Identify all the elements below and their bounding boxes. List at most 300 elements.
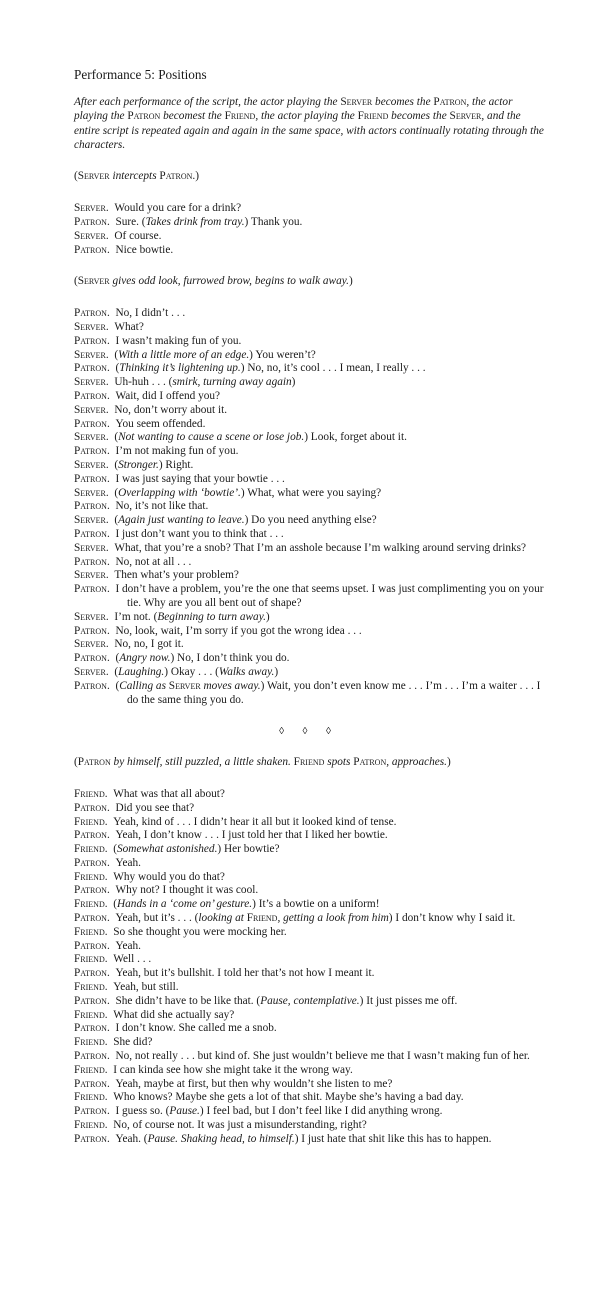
text-run: Thinking it’s lightening up.	[119, 362, 241, 375]
line-text	[114, 459, 193, 471]
dialogue-line	[74, 652, 544, 666]
speaker-name: Friend.	[74, 898, 108, 911]
text-run: (	[74, 170, 78, 183]
speaker-name: Patron.	[74, 1132, 110, 1145]
speaker-name: Friend.	[74, 1091, 108, 1104]
dialogue-line	[74, 431, 544, 445]
text-run: Angry now.	[119, 652, 171, 665]
text-run: Then what’s your problem?	[114, 569, 239, 582]
dialogue-line	[74, 459, 544, 473]
line-text	[115, 244, 173, 256]
text-run: So she thought you were mocking her.	[113, 925, 287, 938]
text-run: ) I just hate that shit like this has to happen.	[294, 1132, 492, 1145]
dialogue-line	[74, 500, 544, 514]
dialogue-line	[74, 816, 544, 830]
line-text	[115, 528, 283, 540]
line-text	[115, 1133, 491, 1145]
dialogue-line	[74, 404, 544, 418]
text-run: I just don’t want you to think that . . .	[115, 527, 284, 540]
text-run: Nice bowtie.	[115, 243, 174, 256]
dialogue-line	[74, 1064, 544, 1078]
dialogue-line	[74, 1091, 544, 1105]
speaker-name: Patron.	[74, 417, 110, 430]
text-run: .)	[192, 170, 199, 183]
dialogue-line	[74, 349, 544, 363]
dialogue-line	[74, 1133, 544, 1147]
text-run: intercepts	[109, 170, 157, 183]
dialogue-line	[74, 487, 544, 501]
text-run: I don’t have a problem, you’re the one that seems upset. I was just complimenting you on your tie. Why are you all bent out of shape?	[115, 583, 544, 609]
text-run: Stronger.	[118, 458, 159, 471]
line-text	[115, 857, 141, 869]
dialogue-line	[74, 967, 544, 981]
text-run: (	[115, 679, 120, 692]
text-run: Laughing.	[118, 665, 165, 678]
dialogue-line	[74, 857, 544, 871]
speaker-name: Patron.	[74, 912, 110, 925]
dialogue-line	[74, 528, 544, 542]
dialogue-line	[74, 335, 544, 349]
text-run: Wait, did I offend you?	[115, 389, 221, 402]
text-run: She did?	[113, 1036, 153, 1049]
text-run: spots	[324, 756, 354, 769]
dialogue-line	[74, 666, 544, 680]
text-run: becomest the	[160, 110, 225, 123]
text-run: I don’t know. She called me a snob.	[115, 1022, 277, 1035]
speaker-name: Server.	[74, 458, 109, 471]
speaker-name: Patron.	[74, 652, 110, 665]
text-run: ) Do you need anything else?	[244, 514, 377, 527]
speaker-name: Friend.	[74, 981, 108, 994]
speaker-name: Server.	[74, 321, 109, 333]
speaker-name: Patron.	[74, 1077, 110, 1090]
line-text	[115, 652, 289, 664]
character-name: Friend	[224, 110, 256, 123]
text-run: (	[114, 348, 119, 361]
text-run: Yeah. (	[115, 1132, 148, 1145]
text-run: Beginning to turn away.	[157, 610, 266, 623]
dialogue-line	[74, 473, 544, 487]
text-run: ) What, what were you saying?	[240, 486, 382, 499]
line-text	[115, 362, 425, 374]
speaker-name: Server.	[74, 541, 109, 554]
speaker-name: Patron.	[74, 967, 110, 980]
dialogue-line	[74, 871, 544, 885]
dialogue-line	[74, 583, 544, 611]
speaker-name: Server.	[74, 514, 109, 527]
text-run: She didn’t have to be like that. (	[115, 994, 261, 1007]
speaker-name: Patron.	[74, 445, 110, 458]
speaker-name: Patron.	[74, 1022, 110, 1035]
line-text	[114, 230, 161, 242]
text-run: ) Right.	[158, 458, 194, 471]
text-run: Takes drink from tray.	[145, 216, 245, 229]
speaker-name: Server.	[74, 486, 109, 499]
line-text	[115, 802, 194, 814]
dialogue-line	[74, 1009, 544, 1023]
text-run: Pause, contemplative.	[260, 994, 360, 1007]
line-text	[114, 666, 278, 678]
line-text	[113, 788, 225, 800]
line-text	[115, 445, 238, 457]
text-run: Yeah, I don’t know . . . I just told her that I liked her bowtie.	[115, 829, 388, 842]
speaker-name: Patron.	[74, 583, 110, 596]
dialogue-line	[74, 940, 544, 954]
speaker-name: Friend.	[74, 1119, 108, 1132]
line-text	[113, 926, 287, 938]
text-run: Why not? I thought it was cool.	[115, 884, 259, 897]
speaker-name: Patron.	[74, 307, 110, 320]
line-text	[113, 898, 379, 910]
stage-direction-3	[74, 756, 544, 770]
text-run: ) I feel bad, but I don’t feel like I did anything wrong.	[199, 1105, 443, 1118]
text-run: (	[114, 486, 119, 499]
text-run: becomes the	[372, 95, 434, 108]
text-run: What, that you’re a snob? That I’m an asshole because I’m walking around serving drinks?	[114, 541, 527, 554]
character-name: Patron	[433, 95, 467, 108]
speaker-name: Server.	[74, 202, 109, 215]
text-run: ) Her bowtie?	[217, 843, 280, 856]
text-run: moves away.	[200, 679, 261, 692]
text-run: smirk, turning away again	[172, 376, 292, 389]
line-text	[113, 953, 151, 965]
dialogue-line	[74, 514, 544, 528]
dialogue-block-2	[74, 307, 544, 707]
line-text	[115, 583, 543, 609]
intro-paragraph	[74, 95, 544, 153]
dialogue-line	[74, 898, 544, 912]
text-run: )	[265, 610, 270, 623]
text-run: ) No, I don’t think you do.	[170, 652, 290, 665]
line-text	[115, 390, 220, 402]
dialogue-line	[74, 981, 544, 995]
text-run: Who knows? Maybe she gets a lot of that shit. Maybe she’s having a bad day.	[113, 1091, 464, 1104]
dialogue-line	[74, 843, 544, 857]
text-run: ) It’s a bowtie on a uniform!	[252, 898, 380, 911]
dialogue-line	[74, 307, 544, 321]
scene-separator: ◊ ◊ ◊	[279, 726, 339, 738]
line-text	[115, 967, 374, 979]
speaker-name: Server.	[74, 376, 109, 389]
speaker-name: Patron.	[74, 884, 110, 897]
text-run: (	[115, 362, 120, 375]
dialogue-line	[74, 418, 544, 432]
speaker-name: Patron.	[74, 243, 110, 256]
line-text	[113, 1036, 152, 1048]
character-name: Server	[449, 110, 482, 123]
text-run: Would you care for a drink?	[114, 202, 242, 215]
line-text	[115, 556, 191, 568]
speaker-name: Patron.	[74, 527, 110, 540]
text-run: No, not at all . . .	[115, 555, 192, 568]
dialogue-line	[74, 445, 544, 459]
text-run: Well . . .	[113, 953, 152, 966]
dialogue-line	[74, 1119, 544, 1133]
line-text	[115, 884, 258, 896]
text-run: Yeah, kind of . . . I didn’t hear it all but it looked kind of tense.	[113, 815, 397, 828]
text-run: What?	[114, 321, 144, 333]
character-name: Server	[340, 95, 373, 108]
line-text	[114, 349, 315, 361]
text-run: (	[74, 756, 78, 769]
line-text	[114, 321, 143, 333]
line-text	[114, 638, 183, 650]
text-run: After each performance of the script, the actor playing the	[74, 95, 341, 108]
line-text	[114, 569, 239, 581]
dialogue-line	[74, 638, 544, 652]
text-run: (	[114, 431, 119, 444]
speaker-name: Server.	[74, 638, 109, 651]
speaker-name: Patron.	[74, 389, 110, 402]
line-text	[115, 1050, 529, 1062]
stage-direction-2	[74, 275, 544, 289]
speaker-name: Patron.	[74, 1050, 110, 1063]
speaker-name: Patron.	[74, 624, 110, 637]
speaker-name: Patron.	[74, 829, 110, 842]
text-run: )	[447, 756, 451, 769]
text-run: No, of course not. It was just a misunderstanding, right?	[113, 1119, 367, 1132]
line-text	[115, 1022, 276, 1034]
text-run: Somewhat astonished.	[116, 843, 218, 856]
line-text	[113, 871, 225, 883]
text-run: Yeah, but it’s bullshit. I told her that’s not how I meant it.	[115, 967, 375, 980]
text-run: ) Look, forget about it.	[304, 431, 407, 444]
dialogue-line	[74, 1022, 544, 1036]
line-text	[114, 487, 381, 499]
line-text	[115, 995, 457, 1007]
text-run: Yeah, but it’s . . . (	[115, 912, 199, 925]
text-run: ) It just pisses me off.	[359, 994, 458, 1007]
speaker-name: Friend.	[74, 815, 108, 828]
character-name: Server	[77, 170, 110, 183]
text-run: Walks away.	[218, 665, 275, 678]
speaker-name: Server.	[74, 569, 109, 582]
text-run: (	[113, 843, 117, 856]
line-text	[113, 1009, 234, 1021]
text-run: , the actor playing the	[74, 95, 513, 123]
line-text	[115, 335, 241, 347]
speaker-name: Server.	[74, 610, 109, 623]
text-run: Calling as	[119, 679, 169, 692]
speaker-name: Patron.	[74, 362, 110, 375]
speaker-name: Server.	[74, 403, 109, 416]
line-text	[113, 843, 279, 855]
line-text	[115, 216, 302, 228]
dialogue-line	[74, 216, 544, 230]
text-run: Not wanting to cause a scene or lose job.	[118, 431, 305, 444]
dialogue-line	[74, 802, 544, 816]
character-name: Patron	[353, 756, 387, 769]
dialogue-line	[74, 625, 544, 639]
page-title: Performance 5: Positions	[74, 67, 207, 82]
line-text	[114, 431, 407, 443]
text-run: No, I didn’t . . .	[115, 307, 186, 320]
text-run: (	[115, 652, 120, 665]
dialogue-line	[74, 1050, 544, 1064]
text-run: Yeah, maybe at first, but then why wouldn’t she listen to me?	[115, 1077, 393, 1090]
line-text	[115, 680, 540, 706]
speaker-name: Patron.	[74, 334, 110, 347]
speaker-name: Friend.	[74, 787, 108, 800]
speaker-name: Server.	[74, 229, 109, 242]
line-text	[114, 514, 376, 526]
character-name: Friend	[357, 110, 389, 123]
text-run: Overlapping with ‘bowtie’.	[118, 486, 241, 499]
dialogue-line	[74, 202, 544, 216]
speaker-name: Patron.	[74, 216, 110, 229]
text-run: ) I don’t know why I said it.	[388, 912, 516, 925]
text-run: I wasn’t making fun of you.	[115, 334, 242, 347]
speaker-name: Server.	[74, 665, 109, 678]
line-text	[115, 418, 205, 430]
line-text	[114, 202, 241, 214]
text-run: gives odd look, furrowed brow, begins to walk away.	[109, 275, 349, 288]
text-run: Yeah, but still.	[113, 981, 179, 994]
text-run: ) No, no, it’s cool . . . I mean, I really . . .	[240, 362, 426, 375]
dialogue-line	[74, 230, 544, 244]
text-run: What was that all about?	[113, 787, 225, 800]
text-run: Sure. (	[115, 216, 146, 229]
speaker-name: Friend.	[74, 1008, 108, 1021]
text-run: ) Wait, you don’t even know me . . . I’m . . . I’m a waiter . . . I do the same thing you do.	[127, 679, 541, 706]
text-run: , the actor playing the	[255, 110, 358, 123]
speaker-name: Friend.	[74, 843, 108, 856]
script-page	[74, 68, 544, 1165]
text-run: No, it’s not like that.	[115, 500, 209, 513]
character-name: Patron	[159, 170, 193, 183]
text-run: I’m not. (	[114, 610, 158, 623]
character-name: Friend	[246, 912, 278, 925]
line-text	[113, 816, 396, 828]
dialogue-line	[74, 556, 544, 570]
text-run: ) You weren’t?	[249, 348, 316, 361]
text-run: What did she actually say?	[113, 1008, 235, 1021]
dialogue-line	[74, 926, 544, 940]
text-run: )	[274, 665, 279, 678]
dialogue-line	[74, 912, 544, 926]
speaker-name: Patron.	[74, 500, 110, 513]
speaker-name: Server.	[74, 348, 109, 361]
speaker-name: Patron.	[74, 679, 110, 692]
character-name: Server	[168, 679, 201, 692]
speaker-name: Friend.	[74, 1063, 108, 1076]
text-run: No, not really . . . but kind of. She just wouldn’t believe me that I wasn’t making fun of her.	[115, 1050, 530, 1063]
text-run: Yeah.	[115, 939, 141, 952]
text-run: (	[113, 898, 117, 911]
speaker-name: Friend.	[74, 1036, 108, 1049]
text-run: Uh-huh . . . (	[114, 376, 173, 389]
dialogue-line	[74, 376, 544, 390]
dialogue-line	[74, 390, 544, 404]
line-text	[115, 500, 208, 512]
line-text	[115, 940, 141, 952]
text-run: Did you see that?	[115, 801, 195, 814]
dialogue-block-3	[74, 788, 544, 1147]
speaker-name: Patron.	[74, 994, 110, 1007]
text-run: No, don’t worry about it.	[114, 403, 228, 416]
dialogue-line	[74, 953, 544, 967]
text-run: , approaches.	[386, 756, 447, 769]
speaker-name: Patron.	[74, 801, 110, 814]
text-run: Pause.	[169, 1105, 200, 1118]
dialogue-line	[74, 1105, 544, 1119]
line-text	[114, 376, 295, 388]
dialogue-line	[74, 321, 544, 335]
text-run: Hands in a ‘come on’ gesture.	[116, 898, 253, 911]
text-run: Pause. Shaking head, to himself.	[147, 1132, 295, 1145]
dialogue-block-1	[74, 202, 544, 257]
speaker-name: Patron.	[74, 555, 110, 568]
line-text	[115, 1105, 442, 1117]
text-run: Of course.	[114, 229, 162, 242]
text-run: looking at	[198, 912, 247, 925]
dialogue-line	[74, 884, 544, 898]
character-name: Friend	[293, 756, 325, 769]
dialogue-line	[74, 1078, 544, 1092]
stage-direction-1	[74, 170, 544, 184]
text-run: No, look, wait, I’m sorry if you got the wrong idea . . .	[115, 624, 362, 637]
dialogue-line	[74, 1036, 544, 1050]
text-run: I was just saying that your bowtie . . .	[115, 472, 285, 485]
dialogue-line	[74, 569, 544, 583]
speaker-name: Patron.	[74, 1105, 110, 1118]
text-run: becomes the	[388, 110, 450, 123]
line-text	[115, 912, 515, 924]
text-run: I guess so. (	[115, 1105, 170, 1118]
text-run: (	[114, 514, 119, 527]
dialogue-line	[74, 995, 544, 1009]
character-name: Patron	[77, 756, 111, 769]
text-run: I can kinda see how she might take it the wrong way.	[113, 1063, 353, 1076]
line-text	[115, 473, 284, 485]
speaker-name: Friend.	[74, 953, 108, 966]
dialogue-line	[74, 680, 544, 708]
line-text	[115, 829, 387, 841]
text-run: )	[291, 376, 296, 389]
dialogue-line	[74, 362, 544, 376]
dialogue-line	[74, 542, 544, 556]
speaker-name: Friend.	[74, 870, 108, 883]
speaker-name: Patron.	[74, 856, 110, 869]
dialogue-line	[74, 611, 544, 625]
text-run: ) Thank you.	[244, 216, 303, 229]
text-run: Again just wanting to leave.	[118, 514, 245, 527]
text-run: (	[114, 458, 119, 471]
text-run: by himself, still puzzled, a little shaken.	[110, 756, 294, 769]
speaker-name: Patron.	[74, 472, 110, 485]
line-text	[114, 404, 227, 416]
text-run: , and the entire script is repeated again and again in the same space, with actors continually rotating through the characters.	[74, 110, 544, 152]
text-run: With a little more of an edge.	[118, 348, 250, 361]
text-run: No, no, I got it.	[114, 638, 184, 651]
speaker-name: Friend.	[74, 925, 108, 938]
speaker-name: Server.	[74, 431, 109, 444]
text-run: ) Okay . . . (	[164, 665, 219, 678]
text-run: Why would you do that?	[113, 870, 225, 883]
line-text	[115, 307, 185, 319]
text-run: (	[114, 665, 119, 678]
text-run: Yeah.	[115, 856, 141, 869]
line-text	[114, 611, 269, 623]
line-text	[115, 625, 361, 637]
dialogue-line	[74, 244, 544, 258]
text-run: )	[348, 275, 353, 288]
line-text	[115, 1078, 392, 1090]
text-run: (	[74, 275, 78, 288]
character-name: Patron	[127, 110, 161, 123]
line-text	[113, 1091, 463, 1103]
line-text	[113, 1119, 367, 1131]
